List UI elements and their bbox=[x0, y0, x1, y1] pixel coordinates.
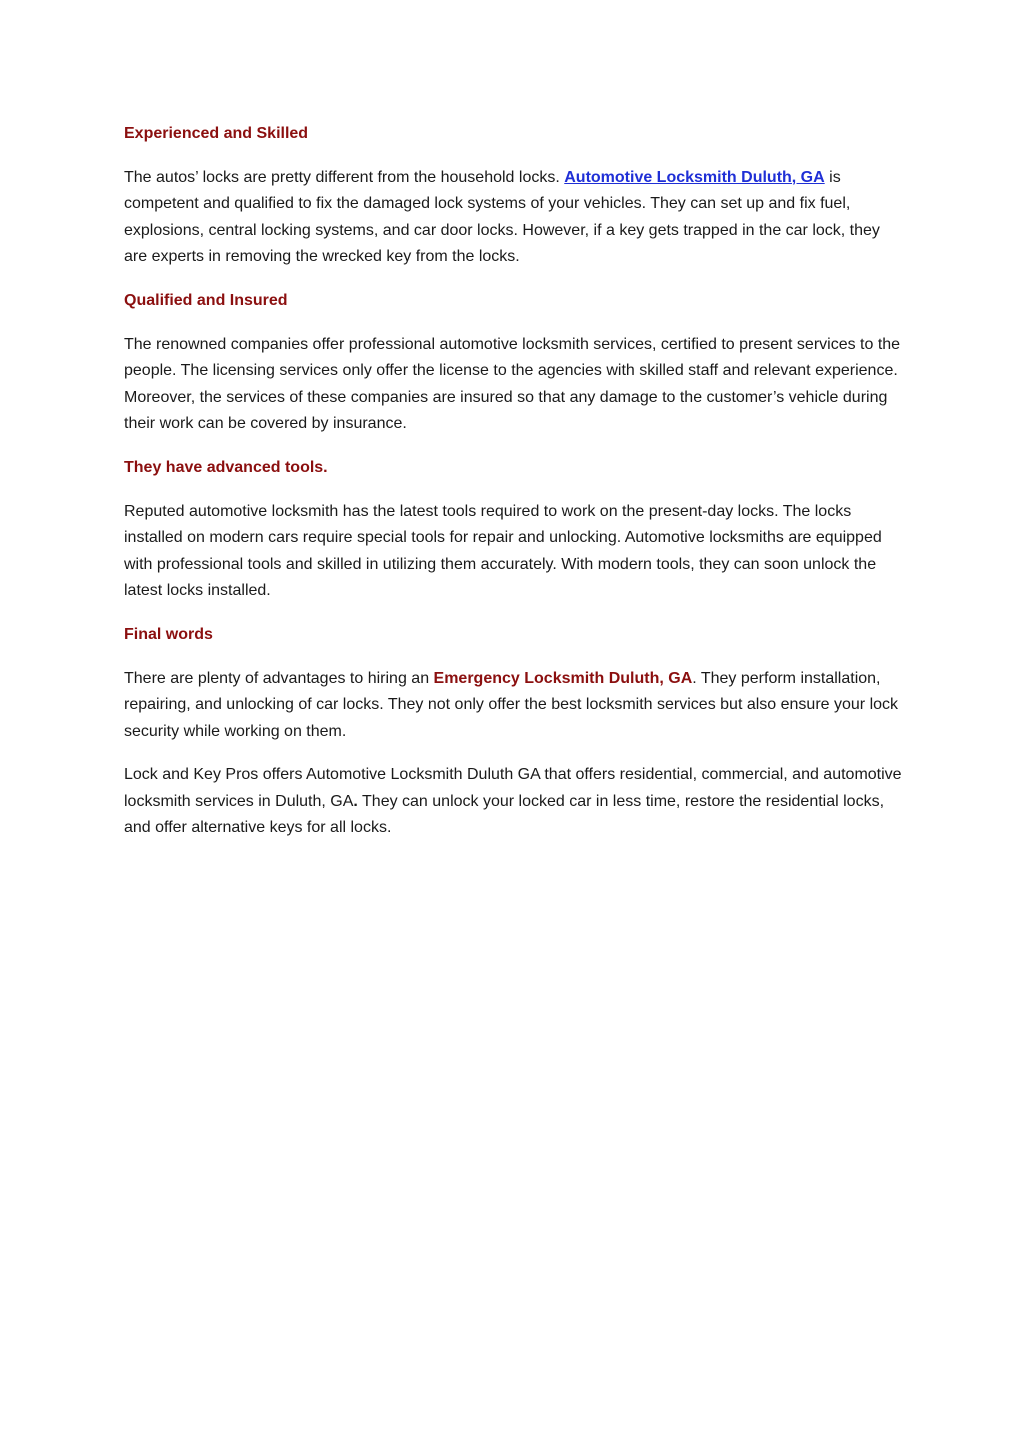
section-heading-experienced: Experienced and Skilled bbox=[124, 125, 309, 142]
section-paragraph-qualified: The renowned companies offer professional automotive locksmith services, certified to present services to the people. The licensing services only offer the license to the agencies with skilled staff and relevant experience. Moreover, the services of these companies are insured so that any damage to the customer’s vehicle during their work can be covered by insurance. bbox=[124, 335, 901, 433]
paragraph-text: They can unlock your locked car in less time, restore the residential locks, and offer alternative keys for all locks. bbox=[124, 792, 885, 837]
section-paragraph-experienced bbox=[124, 165, 904, 271]
closing-paragraph bbox=[124, 762, 904, 842]
section-paragraph-final-words bbox=[124, 666, 904, 746]
bold-period: . bbox=[353, 792, 358, 810]
emergency-locksmith-highlight: Emergency Locksmith Duluth, GA bbox=[433, 669, 693, 687]
paragraph-text: There are plenty of advantages to hiring an bbox=[124, 669, 434, 687]
section-paragraph-tools: Reputed automotive locksmith has the latest tools required to work on the present-day locks. The locks installed on modern cars require special tools for repair and unlocking. Automotive locksmiths are equipped with professional tools and skilled in utilizing them accurately. With modern tools, they can soon unlock the latest locks installed. bbox=[124, 502, 882, 600]
automotive-locksmith-link[interactable]: Automotive Locksmith Duluth, GA bbox=[564, 168, 825, 186]
section-heading-qualified: Qualified and Insured bbox=[124, 291, 288, 309]
paragraph-text: The autos’ locks are pretty different from the household locks. bbox=[124, 168, 565, 186]
document-page bbox=[124, 121, 904, 859]
paragraph-text: is competent and qualified to fix the damaged lock systems of your vehicles. They can set up and fix fuel, explosions, central locking systems, and car door locks. However, if a key gets trapped in the car lock, they are experts in removing the wrecked key from the locks. bbox=[124, 168, 880, 266]
paragraph-text: Lock and Key Pros offers Automotive Locksmith Duluth GA that offers residential, commercial, and automotive locksmith services in Duluth, GA bbox=[124, 766, 902, 810]
section-heading-tools: They have advanced tools. bbox=[124, 458, 328, 476]
paragraph-text: . They perform installation, repairing, and unlocking of car locks. They not only offer the best locksmith services but also ensure your lock security while working on them. bbox=[124, 669, 899, 740]
section-heading-final-words: Final words bbox=[124, 625, 213, 643]
